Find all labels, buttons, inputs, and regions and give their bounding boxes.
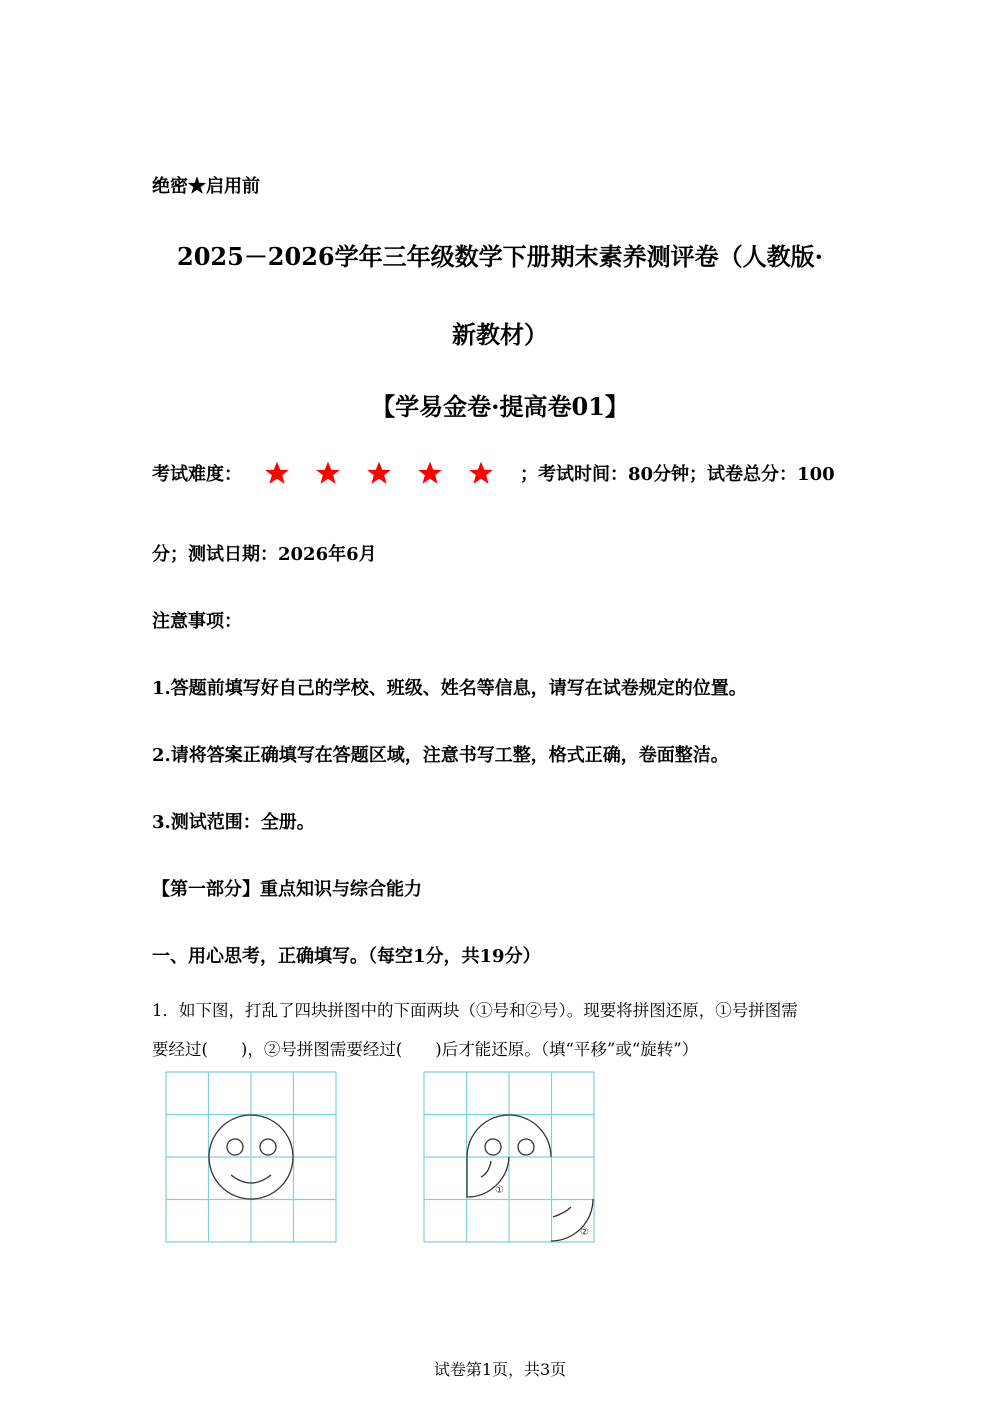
- left-eye: [485, 1139, 501, 1155]
- exam-info-line2: 分；测试日期：2026年6月: [152, 544, 377, 565]
- star-icon: [366, 460, 392, 486]
- question-1-line1: 1．如下图，打乱了四块拼图中的下面两块（①号和②号）。现要将拼图还原，①号拼图需: [152, 1001, 798, 1020]
- part-heading: 【第一部分】重点知识与综合能力: [152, 879, 422, 900]
- puzzle-piece-2-mouth: [553, 1207, 571, 1217]
- notice-item-3: 3.测试范围：全册。: [152, 812, 315, 833]
- grid-lines: [166, 1072, 336, 1242]
- notice-item-2: 2.请将答案正确填写在答题区域，注意书写工整，格式正确，卷面整洁。: [152, 745, 729, 766]
- right-eye: [518, 1139, 534, 1155]
- confidential-label: 绝密★启用前: [152, 176, 260, 197]
- notice-heading: 注意事项：: [152, 611, 242, 632]
- difficulty-stars: [264, 460, 502, 486]
- exam-time-and-score: ；考试时间：80分钟；试卷总分：100: [520, 464, 835, 485]
- complete-smiley-figure: [165, 1071, 337, 1243]
- star-icon: [315, 460, 341, 486]
- exam-info-line1: [152, 460, 835, 486]
- piece-2-label: ②: [580, 1227, 589, 1238]
- exam-title-line2: 新教材）: [452, 320, 548, 349]
- page-footer: 试卷第1页，共3页: [433, 1360, 567, 1379]
- notice-item-1: 1.答题前填写好自己的学校、班级、姓名等信息，请写在试卷规定的位置。: [152, 678, 747, 699]
- left-eye: [227, 1139, 243, 1155]
- exam-subtitle: 【学易金卷·提高卷01】: [371, 392, 629, 421]
- right-eye: [260, 1139, 276, 1155]
- puzzle-piece-1-mouth: [481, 1161, 491, 1177]
- star-icon: [264, 460, 290, 486]
- piece-1-label: ①: [495, 1185, 504, 1196]
- star-icon: [417, 460, 443, 486]
- question-1-line2: 要经过( )，②号拼图需要经过( )后才能还原。（填“平移”或“旋转”）: [152, 1040, 699, 1059]
- section-heading: 一、用心思考，正确填写。（每空1分，共19分）: [152, 946, 541, 967]
- difficulty-label: 考试难度：: [152, 464, 242, 485]
- star-icon: [468, 460, 494, 486]
- scrambled-puzzle-figure: [423, 1071, 595, 1243]
- exam-title-line1: 2025－2026学年三年级数学下册期末素养测评卷（人教版·: [177, 242, 823, 271]
